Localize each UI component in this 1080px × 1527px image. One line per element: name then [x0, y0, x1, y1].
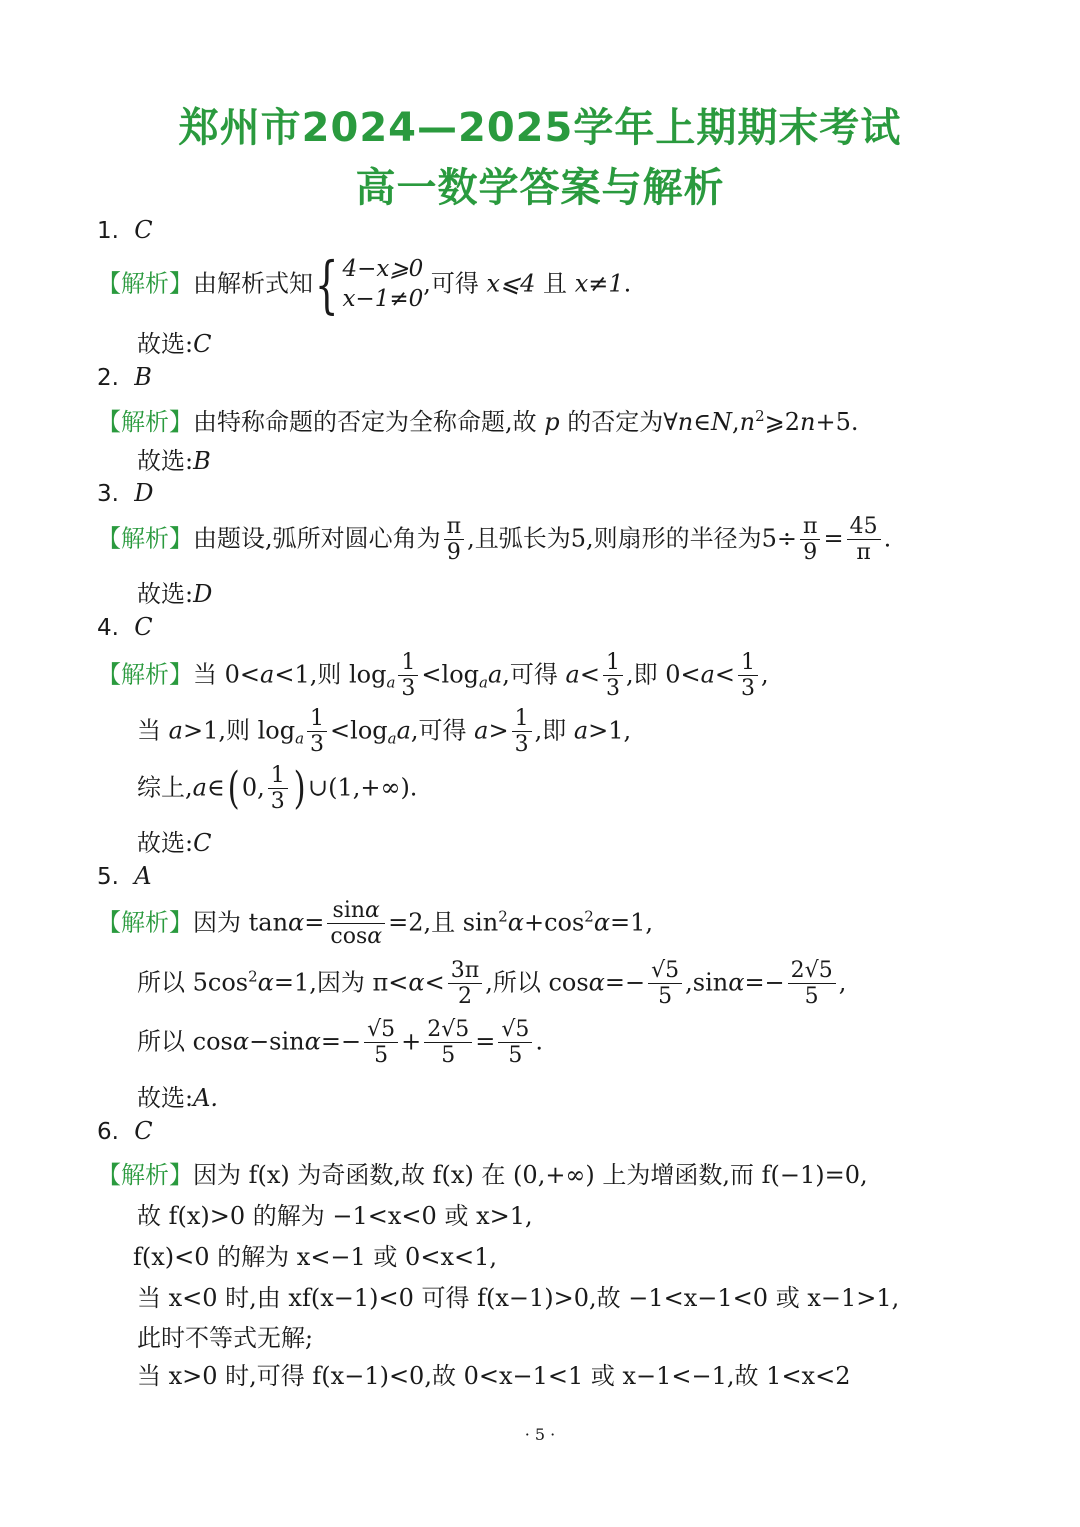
question-6-analysis-line3: f(x)<0 的解为 x<−1 或 0<x<1,	[133, 1243, 497, 1271]
question-5-answer: 5. A	[97, 862, 152, 890]
question-4-analysis-line1: 【解析】当 0<a<1,则 $\log_a$ $\frac{1}{3}$ $<\log_aa$,可得 a< $\frac{1}{3}$ ,即 0<a< $\frac{1}{3}$ ,	[97, 650, 769, 702]
inequality-system: 4−x⩾0 x−1≠0	[342, 256, 424, 312]
question-6-analysis-line6: 当 x>0 时,可得 f(x−1)<0,故 0<x−1<1 或 x−1<−1,故 1<x<2	[137, 1362, 851, 1390]
question-6-analysis-line5: 此时不等式无解;	[137, 1324, 314, 1352]
question-3-choose: 故选:D	[137, 580, 213, 608]
question-6-analysis-line2: 故 f(x)>0 的解为 −1<x<0 或 x>1,	[137, 1202, 533, 1230]
page-title: 郑州市2024—2025学年上期期末考试	[178, 105, 902, 151]
question-4-analysis-line3: 综上,a∈( 0, $\frac{1}{3}$ ) ∪(1,+∞).	[137, 762, 418, 815]
question-6-analysis-line1: 【解析】因为 f(x) 为奇函数,故 f(x) 在 (0,+∞) 上为增函数,而 f(−1)=0,	[97, 1161, 868, 1189]
question-5-analysis-line3: 所以 cosα−sinα=− $\frac{√5}{5}$ + $\frac{2√5}{5}$ = $\frac{√5}{5}$ .	[137, 1017, 544, 1069]
question-1-analysis: 【解析】由解析式知{ 4−x⩾0 x−1≠0 ,可得 x⩽4 且 x≠1.	[97, 248, 632, 321]
question-2-analysis: 【解析】由特称命题的否定为全称命题,故 p 的否定为$\forall n\in N,n^2⩾2n+5$.	[97, 407, 859, 436]
question-5-analysis-line1: 【解析】因为 tanα= $\frac{\sin\alpha}{\cos\alpha}$ =2,且 $\sin^2\alpha+\cos^2\alpha=1$,	[97, 898, 654, 950]
question-2-choose: 故选:B	[137, 447, 211, 475]
question-3-analysis: 【解析】由题设,弧所对圆心角为 $\frac{\pi}{9}$ ,且弧长为5,则扇形的半径为5÷ $\frac{\pi}{9}$ = $\frac{45}{\pi}$ .	[97, 514, 892, 566]
question-1-choose: 故选:C	[137, 330, 212, 358]
analysis-tag: 【解析】	[97, 269, 193, 298]
question-5-choose: 故选:A.	[137, 1084, 219, 1112]
question-6-answer: 6. C	[97, 1117, 153, 1145]
page-number: · 5 ·	[524, 1425, 556, 1444]
brace-symbol: {	[314, 248, 339, 321]
question-4-answer: 4. C	[97, 613, 153, 641]
question-4-analysis-line2: 当 a>1,则 $\log_a$ $\frac{1}{3}$ $<\log_aa$,可得 a> $\frac{1}{3}$ ,即 a>1,	[137, 706, 632, 758]
page-subtitle: 高一数学答案与解析	[355, 165, 725, 211]
fraction: $\frac{\pi}{9}$	[444, 514, 464, 566]
question-5-analysis-line2: 所以 $5\cos^2\alpha=1$,因为 π<α< $\frac{3\pi}{2}$ ,所以 cosα=− $\frac{√5}{5}$ ,sinα=− $\frac{2√5}{5}$ ,	[137, 958, 847, 1010]
question-6-analysis-line4: 当 x<0 时,由 xf(x−1)<0 可得 f(x−1)>0,故 −1<x−1<0 或 x−1>1,	[137, 1284, 900, 1312]
question-2-answer: 2. B	[97, 363, 152, 391]
question-4-choose: 故选:C	[137, 829, 212, 857]
question-1-answer: 1. C	[97, 216, 153, 244]
question-3-answer: 3. D	[97, 479, 154, 507]
